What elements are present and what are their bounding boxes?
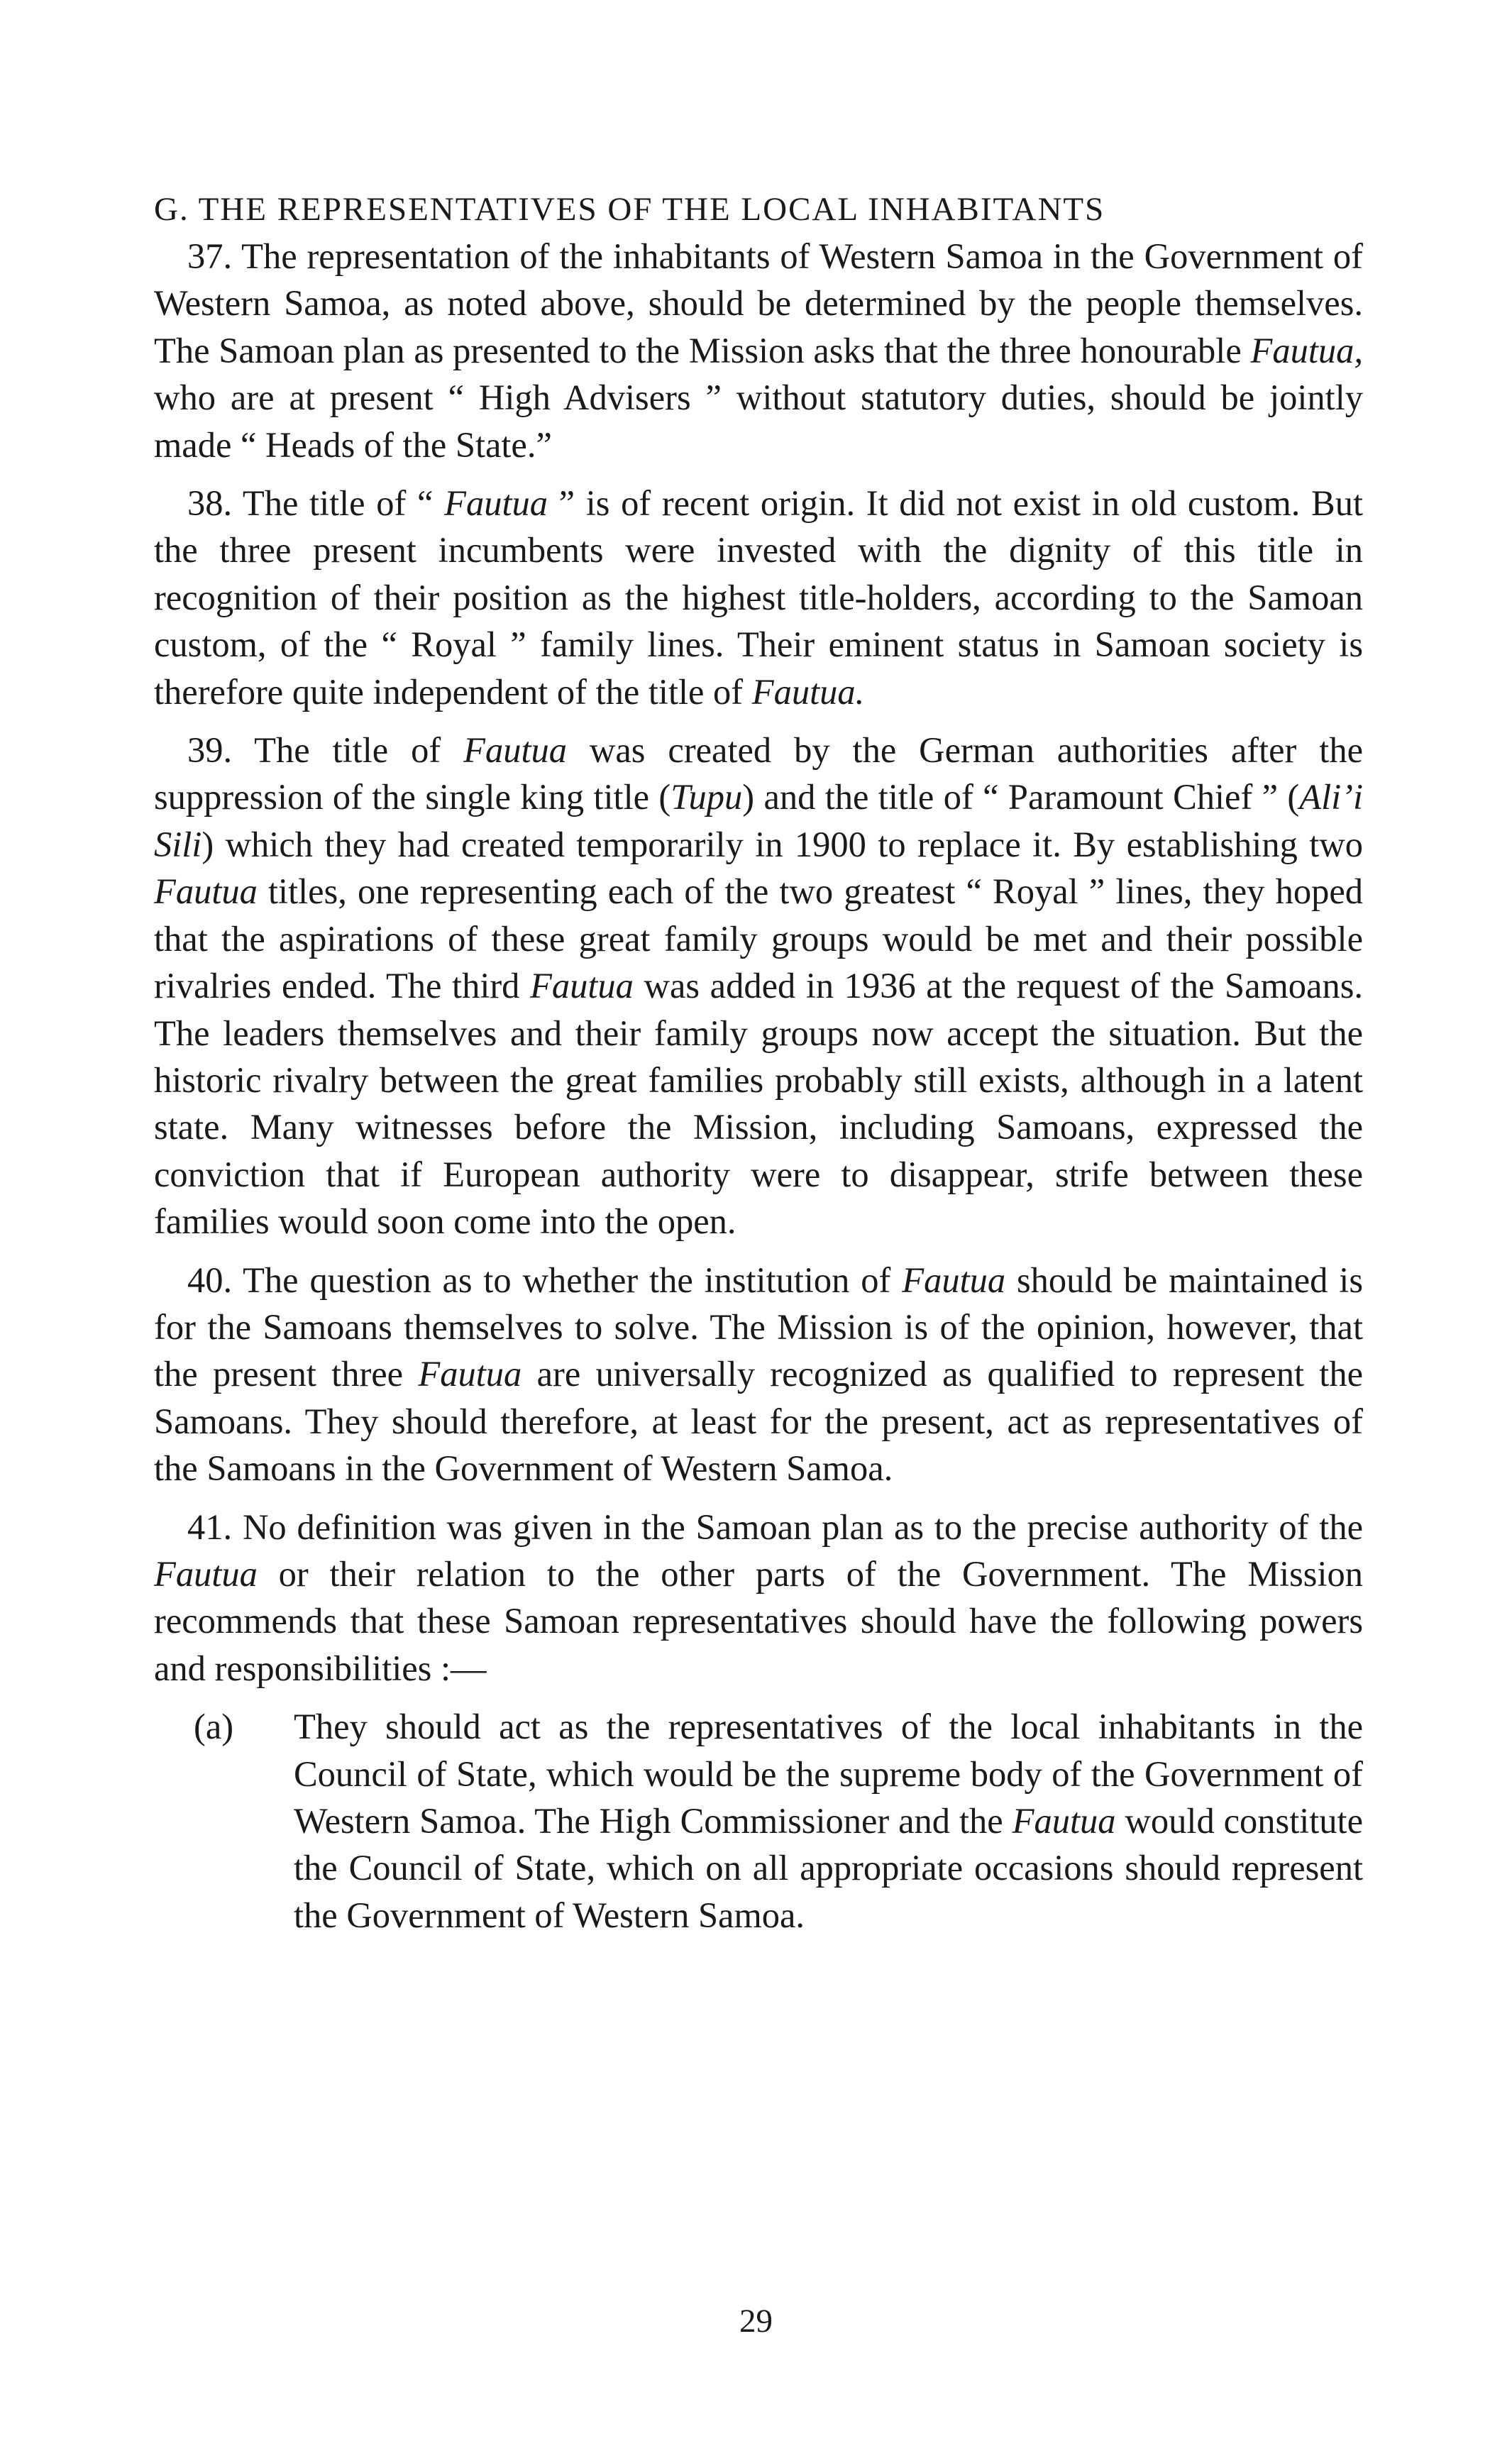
paragraph-39: 39. The title of Fautua was created by the German authorities after the suppression of the single king title (Tupu) and the title of “ Paramount Chief ” (Ali’i Sili) which they had created temporarily in 1900 to replace it. By establishing two Fautua titles, one representing each of the two greatest “ Royal ” lines, they hoped that the aspirations of these great family groups would be met and their possible rivalries ended. The third Fautua was added in 1936 at the request of the Samoans. The leaders themselves and their family groups now accept the situation. But the historic rivalry between the great families probably still exists, although in a latent state. Many witnesses before the Mission, including Samoans, expressed the conviction that if European authority were to disappear, strife between these families would soon come into the open. [154, 730, 1363, 1242]
paragraph-number: 37. [187, 236, 233, 276]
page-body [154, 186, 1363, 1939]
paragraph-38: 38. The title of “ Fautua ” is of recent origin. It did not exist in old custom. But the three present incumbents were invested with the dignity of this title in recognition of their position as the highest title-holders, according to the Samoan custom, of the “ Royal ” family lines. Their eminent status in Samoan society is therefore quite independent of the title of Fautua. [154, 483, 1363, 712]
paragraph-number: 38. [187, 483, 233, 524]
paragraph-40: 40. The question as to whether the institution of Fautua should be maintained is for the Samoans themselves to solve. The Mission is of the opinion, however, that the present three Fautua are universally recognized as qualified to represent the Samoans. They should therefore, at least for the present, act as representatives of the Samoans in the Government of Western Samoa. [154, 1260, 1363, 1489]
paragraph-number: 40. [187, 1260, 233, 1300]
paragraph-number: 39. [187, 730, 233, 771]
paragraph-37: 37. The representation of the inhabitants of Western Samoa in the Government of Western Samoa, as noted above, should be determined by the people themselves. The Samoan plan as presented to the Mission asks that the three honourable Fautua, who are at present “ High Advisers ” without statutory duties, should be jointly made “ Heads of the State.” [154, 236, 1363, 465]
subitem-label: (a) [194, 1707, 234, 1747]
section-heading: G. THE REPRESENTATIVES OF THE LOCAL INHABITANTS [154, 191, 1105, 228]
subitem-a: (a) They should act as the representatives of the local inhabitants in the Council of State, which would be the supreme body of the Government of Western Samoa. The High Commissioner and the Fautua would constitute the Council of State, which on all appropriate occasions should represent the Government of Western Samoa. [154, 1703, 1363, 1939]
paragraph-41: 41. No definition was given in the Samoan plan as to the precise authority of the Fautua or their relation to the other parts of the Government. The Mission recommends that these Samoan representatives should have the following powers and responsibilities :— [154, 1507, 1363, 1688]
page-number: 29 [739, 2303, 773, 2340]
paragraph-number: 41. [187, 1507, 233, 1547]
